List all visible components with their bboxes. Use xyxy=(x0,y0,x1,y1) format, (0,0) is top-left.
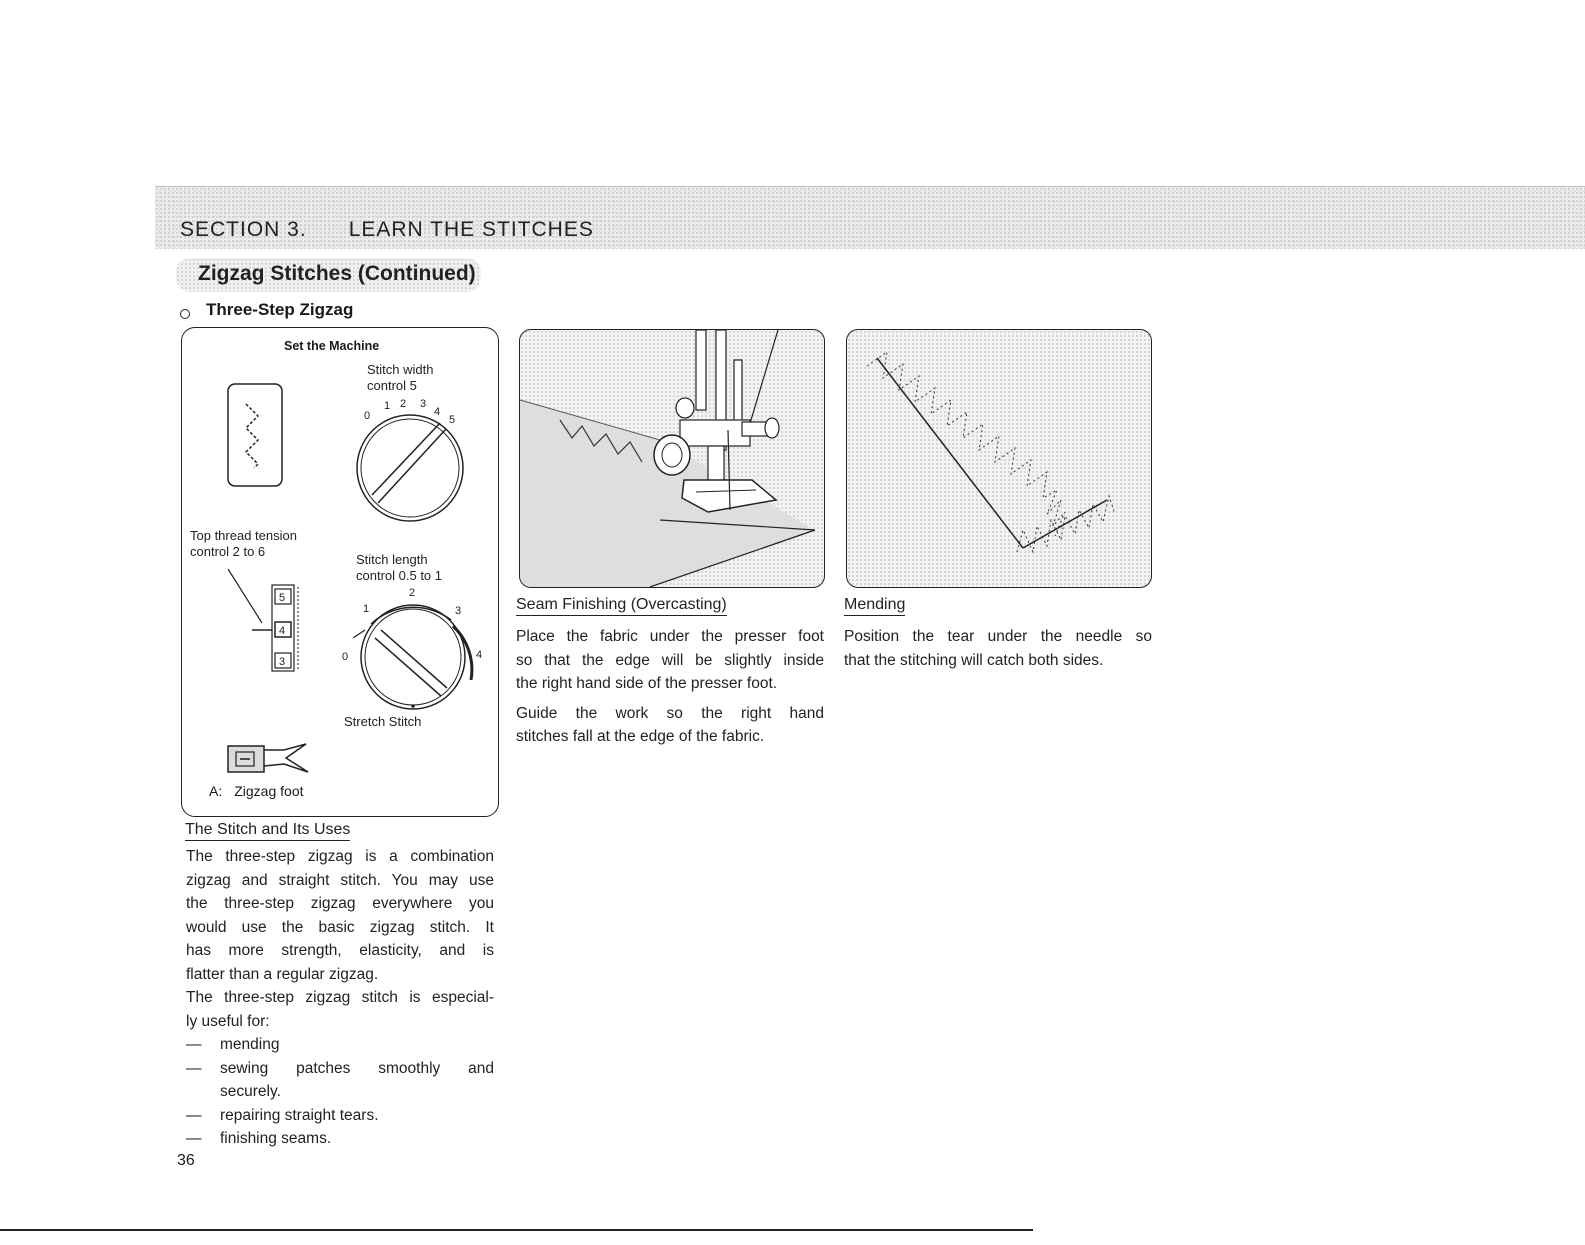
seam-heading: Seam Finishing (Overcasting) xyxy=(516,596,727,616)
three-step-zigzag-pattern-icon xyxy=(224,380,288,490)
bullet-icon xyxy=(180,309,190,319)
mending-illustration xyxy=(846,329,1152,588)
width-dial-mark: 3 xyxy=(420,398,427,410)
page-subtitle: Zigzag Stitches (Continued) xyxy=(198,262,476,285)
presser-foot-icon xyxy=(520,330,824,587)
seam-paragraph: Place the fabric under the presser foot so that the edge will be slightly inside the right hand side of the presser foot. Guide the work so the right hand stitches fall at the edge of the fabric. xyxy=(516,628,824,745)
width-dial-mark: 0 xyxy=(364,410,371,422)
length-dial-mark: 4 xyxy=(476,649,483,661)
seam-finishing-illustration xyxy=(519,329,825,588)
width-dial-mark: 1 xyxy=(384,400,391,412)
width-dial-mark: 2 xyxy=(400,398,407,410)
list-item-continued: securely. xyxy=(220,1083,281,1100)
tension-mark: 5 xyxy=(279,592,286,604)
stretch-stitch-label: Stretch Stitch xyxy=(344,714,422,729)
uses-heading: The Stitch and Its Uses xyxy=(185,821,350,841)
list-item: — mending xyxy=(186,1036,280,1053)
length-dial-mark: 2 xyxy=(409,587,416,599)
length-dial-mark: 0 xyxy=(342,651,349,663)
stitch-width-dial-icon xyxy=(350,395,475,525)
width-dial-mark: 4 xyxy=(434,406,441,418)
mending-paragraph: Position the tear under the needle so that the stitching will catch both sides. xyxy=(844,628,1152,669)
mending-heading: Mending xyxy=(844,596,905,616)
uses-paragraph: The three-step zigzag is a combination zigzag and straight stitch. You may use the three-step zigzag everywhere you would use the basic zigzag stitch. It has more strength, elasticity, and is flatter than a regular zigzag. The three-step zigzag stitch is especial- ly useful for: xyxy=(186,848,494,1030)
uses-list xyxy=(186,1033,494,1151)
tension-mark: 4 xyxy=(279,625,286,637)
length-dial-mark: 3 xyxy=(455,605,462,617)
bottom-rule xyxy=(0,1229,1033,1231)
stitch-name: Three-Step Zigzag xyxy=(206,300,354,319)
settings-title: Set the Machine xyxy=(284,339,380,353)
list-item: — finishing seams. xyxy=(186,1130,332,1147)
list-item: — sewing patches smoothly and xyxy=(186,1059,494,1077)
stitch-length-label: Stitch length control 0.5 to 1 xyxy=(356,552,442,583)
foot-caption: A: Zigzag foot xyxy=(209,783,304,799)
page-number: 36 xyxy=(177,1152,195,1169)
section-heading: SECTION 3. LEARN THE STITCHES xyxy=(180,218,594,241)
stitch-width-label: Stitch width control 5 xyxy=(367,362,434,393)
length-dial-mark: 1 xyxy=(363,603,370,615)
tension-label: Top thread tension control 2 to 6 xyxy=(190,528,297,559)
tension-mark: 3 xyxy=(279,656,286,668)
width-dial-mark: 5 xyxy=(449,414,456,426)
tear-stitching-icon xyxy=(847,330,1151,587)
stitch-length-dial-icon xyxy=(335,584,495,712)
thread-tension-icon xyxy=(222,565,312,675)
list-item: — repairing straight tears. xyxy=(186,1106,379,1124)
zigzag-foot-icon xyxy=(226,742,312,776)
